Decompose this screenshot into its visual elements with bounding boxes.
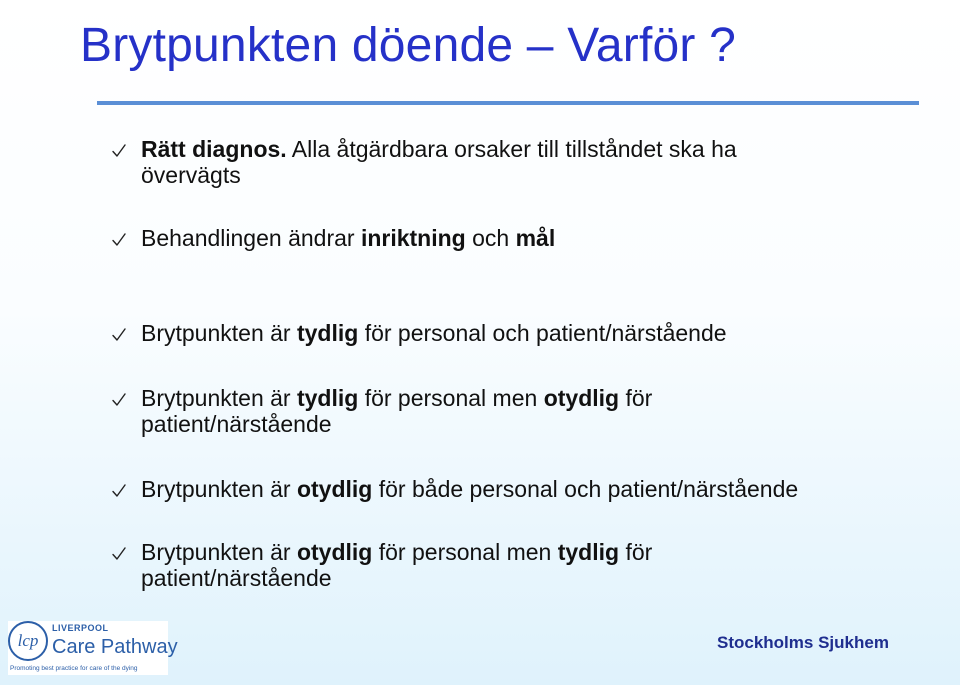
bullet-line <box>141 136 737 162</box>
text-run: Brytpunkten är <box>141 320 297 346</box>
text-run: Brytpunkten är <box>141 385 297 411</box>
bullet-text <box>141 476 798 502</box>
slide-title: Brytpunkten döende – Varför ? <box>80 19 737 72</box>
text-run: övervägts <box>141 162 241 188</box>
bullet-line <box>141 565 652 591</box>
logo-monogram: lcp <box>8 621 48 661</box>
text-run: patient/närstående <box>141 411 332 437</box>
bullet-line <box>141 162 737 188</box>
bullet-line <box>141 411 652 437</box>
bullet-text <box>141 136 737 188</box>
bullet-line <box>141 476 798 502</box>
bullet-line <box>141 385 652 411</box>
bullet-text <box>141 225 555 251</box>
text-run: för <box>619 385 653 411</box>
lcp-logo <box>8 621 178 675</box>
bold-run: Rätt diagnos. <box>141 136 287 162</box>
text-run: Alla åtgärdbara orsaker till tillståndet ska ha <box>286 136 737 162</box>
bold-run: tydlig <box>296 320 359 346</box>
text-run: för både personal och patient/närstående <box>372 476 799 502</box>
checkmark-icon <box>110 391 128 409</box>
bold-run: tydlig <box>296 385 359 411</box>
checkmark-icon <box>110 545 128 563</box>
text-run: patient/närstående <box>141 565 332 591</box>
checkmark-icon <box>110 231 128 249</box>
bold-run: otydlig <box>296 476 373 502</box>
bullet-text <box>141 539 652 591</box>
title-underline <box>97 101 919 105</box>
text-run: Behandlingen ändrar <box>141 225 361 251</box>
bullet-line <box>141 225 555 251</box>
bullet-line <box>141 320 727 346</box>
organization-name: Stockholms Sjukhem <box>717 633 889 652</box>
logo-top-text: LIVERPOOL <box>52 623 109 633</box>
bullet-text <box>141 385 652 437</box>
bold-run: mål <box>515 225 556 251</box>
text-run: för personal och patient/närstående <box>358 320 727 346</box>
bold-run: tydlig <box>557 539 620 565</box>
checkmark-icon <box>110 142 128 160</box>
bullet-text <box>141 320 727 346</box>
bold-run: otydlig <box>543 385 620 411</box>
text-run: och <box>465 225 516 251</box>
text-run: för personal men <box>372 539 558 565</box>
text-run: för personal men <box>358 385 544 411</box>
checkmark-icon <box>110 482 128 500</box>
bold-run: otydlig <box>296 539 373 565</box>
text-run: för <box>619 539 653 565</box>
checkmark-icon <box>110 326 128 344</box>
text-run: Brytpunkten är <box>141 539 297 565</box>
logo-main-text: Care Pathway <box>52 636 178 658</box>
text-run: Brytpunkten är <box>141 476 297 502</box>
bold-run: inriktning <box>360 225 466 251</box>
logo-tagline: Promoting best practice for care of the dying <box>10 665 138 672</box>
bullet-line <box>141 539 652 565</box>
